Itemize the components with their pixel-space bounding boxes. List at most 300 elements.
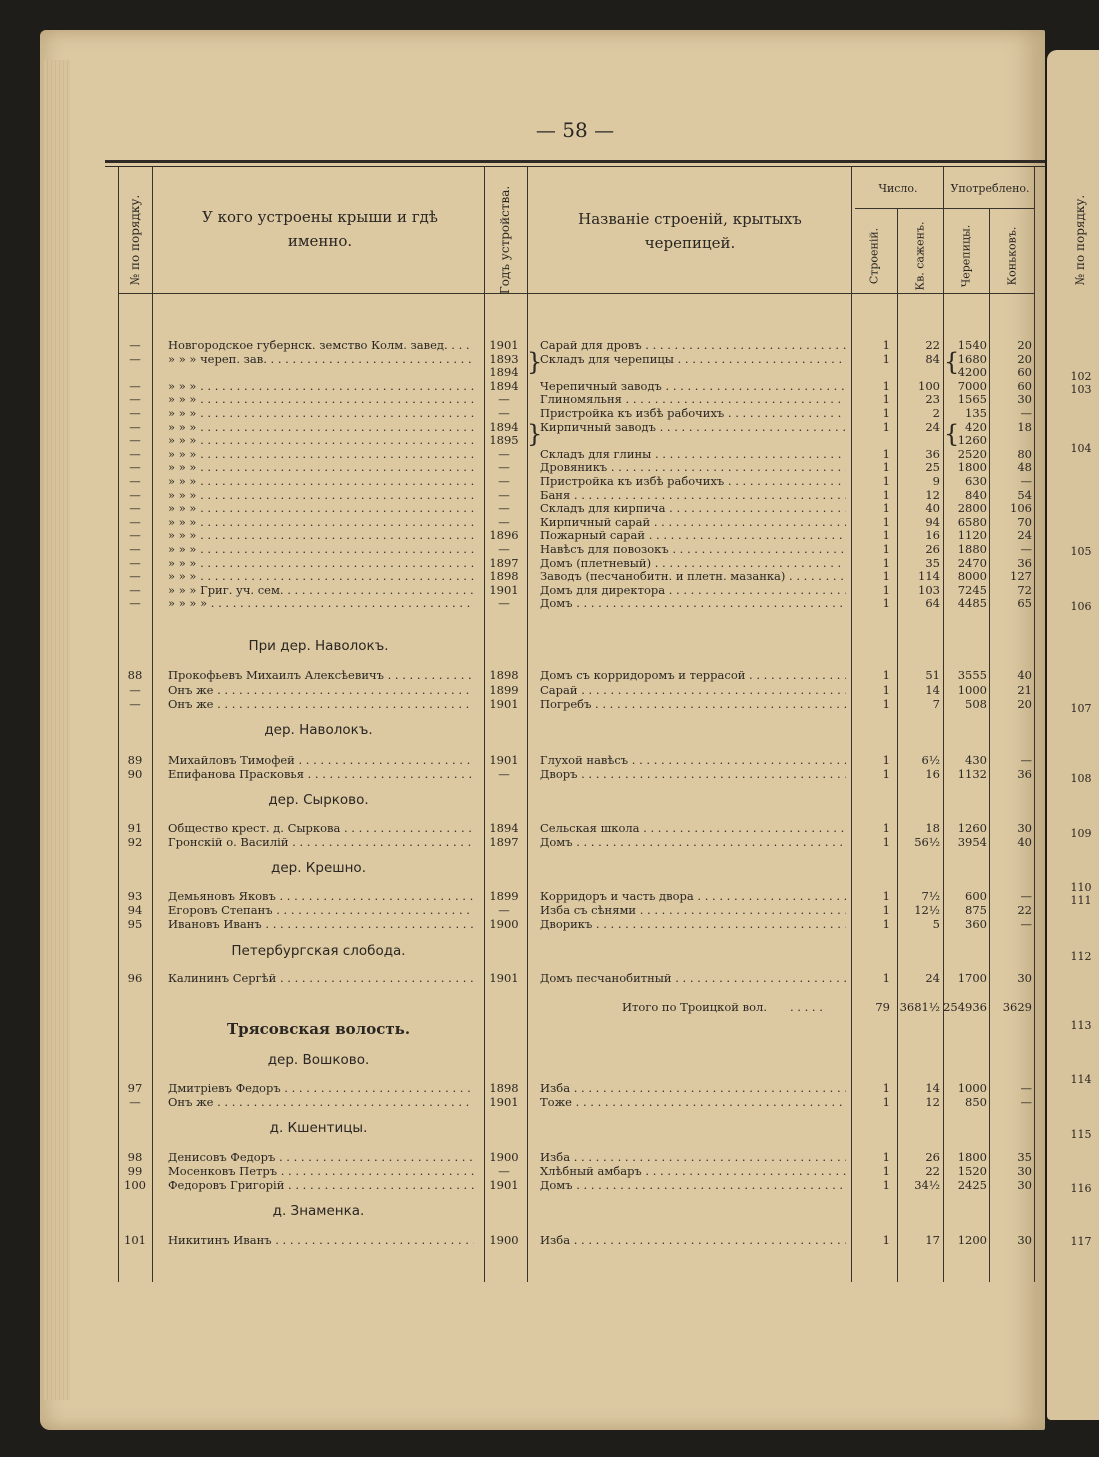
cell-sq: 17 bbox=[925, 1233, 940, 1247]
next-page-row-number: 109 bbox=[1070, 827, 1092, 840]
cell-no: 97 bbox=[127, 1081, 143, 1095]
cell-count: 1 bbox=[882, 971, 890, 985]
cell-tiles: 135 bbox=[965, 406, 987, 420]
col-line bbox=[943, 167, 944, 1282]
cell-no: — bbox=[129, 487, 141, 502]
cell-ridge: — bbox=[1020, 753, 1032, 767]
cell-ridge: 20 bbox=[1017, 351, 1032, 366]
cell-building: Домъ песчанобитный . . . bbox=[540, 971, 846, 985]
cell-count: 1 bbox=[882, 555, 890, 570]
cell-tiles: 7245 bbox=[957, 582, 987, 597]
cell-who: Гронскій о. Василій . . . bbox=[168, 835, 474, 849]
table-row bbox=[0, 821, 1099, 835]
cell-sq: 36 bbox=[925, 446, 940, 461]
next-page-row-number: 112 bbox=[1070, 950, 1092, 963]
cell-year: 1900 bbox=[489, 1233, 519, 1247]
table-row bbox=[0, 365, 1099, 379]
cell-count: 1 bbox=[882, 753, 890, 767]
cell-building: Пристройка къ избѣ рабочихъ . . . bbox=[540, 406, 846, 420]
cell-year: — bbox=[498, 392, 510, 407]
cell-sq: 114 bbox=[918, 569, 940, 584]
cell-year: 1901 bbox=[489, 971, 519, 985]
cell-ridge: 20 bbox=[1017, 697, 1032, 711]
cell-no: 91 bbox=[127, 821, 143, 835]
cell-building: Пожарный сарай . . . bbox=[540, 528, 846, 542]
section-title: д. Кшентицы. bbox=[269, 1120, 368, 1136]
header-col-who: У кого устроены крыши и гдѣ именно. bbox=[202, 208, 438, 250]
cell-no: 89 bbox=[127, 753, 143, 767]
cell-no: 95 bbox=[127, 917, 143, 931]
cell-ridge: — bbox=[1020, 889, 1032, 903]
cell-count: 1 bbox=[882, 378, 890, 393]
cell-building: Изба . . . bbox=[540, 1150, 846, 1164]
cell-no: 99 bbox=[127, 1164, 143, 1178]
cell-count: 1 bbox=[882, 1081, 890, 1095]
cell-tiles: 2470 bbox=[957, 555, 987, 570]
header-col-sq: Кв. саженъ. bbox=[913, 221, 927, 291]
cell-who: Никитинъ Иванъ . . . bbox=[168, 1233, 474, 1247]
cell-ridge: — bbox=[1020, 1095, 1032, 1109]
cell-building: Складъ для кирпича . . . bbox=[540, 501, 846, 515]
table-row bbox=[0, 889, 1099, 903]
cell-year: 1900 bbox=[489, 1150, 519, 1164]
cell-building: Сельская школа . . . bbox=[540, 821, 846, 835]
cell-sq: 25 bbox=[925, 460, 940, 475]
cell-who: Демьяновъ Яковъ . . . bbox=[168, 889, 474, 903]
next-page-row-number: 102 bbox=[1070, 370, 1092, 383]
cell-who: Епифанова Прасковья . . . bbox=[168, 767, 474, 781]
table-row bbox=[0, 971, 1099, 985]
cell-no: — bbox=[129, 514, 141, 529]
cell-building: Складъ для черепицы . . . bbox=[540, 352, 846, 366]
cell-tiles: 1000 bbox=[957, 683, 987, 697]
cell-building: Домъ (плетневый) . . . bbox=[540, 556, 846, 570]
cell-building: Домъ для директора . . . bbox=[540, 583, 846, 597]
cell-no: 96 bbox=[127, 971, 143, 985]
cell-no: 94 bbox=[127, 903, 143, 917]
cell-year: 1896 bbox=[489, 528, 519, 543]
cell-ridge: — bbox=[1020, 1081, 1032, 1095]
cell-ridge: — bbox=[1020, 406, 1032, 420]
table-row bbox=[0, 1178, 1099, 1192]
header-col-no: № по порядку. bbox=[128, 194, 142, 286]
cell-year: 1899 bbox=[489, 889, 519, 903]
total-dots: . . . . . bbox=[790, 1000, 823, 1014]
cell-sq: 7 bbox=[932, 697, 940, 711]
table-row bbox=[0, 835, 1099, 849]
total-ridge: 3629 bbox=[1002, 1000, 1032, 1014]
cell-year: — bbox=[498, 1164, 510, 1178]
cell-no: 93 bbox=[127, 889, 143, 903]
cell-building: Глиномяльня . . . bbox=[540, 392, 846, 406]
cell-building: Хлѣбный амбаръ . . . bbox=[540, 1164, 846, 1178]
cell-ridge: 22 bbox=[1017, 903, 1032, 917]
cell-ridge: 30 bbox=[1017, 971, 1032, 985]
volost-title: Трясовская волость. bbox=[226, 1020, 411, 1038]
cell-count: 1 bbox=[882, 419, 890, 434]
cell-ridge: 24 bbox=[1017, 528, 1032, 543]
cell-sq: 64 bbox=[925, 596, 940, 611]
cell-year: 1894 bbox=[489, 365, 519, 380]
next-page-row-number: 104 bbox=[1070, 442, 1092, 455]
cell-ridge: 30 bbox=[1017, 392, 1032, 407]
table-row bbox=[0, 488, 1099, 502]
cell-who: » » » . . . bbox=[168, 460, 474, 474]
cell-year: — bbox=[498, 501, 510, 516]
cell-no: — bbox=[129, 528, 141, 543]
table-row bbox=[0, 1081, 1099, 1095]
top-rule bbox=[105, 160, 1045, 163]
cell-count: 1 bbox=[882, 528, 890, 543]
cell-who: » » » . . . bbox=[168, 515, 474, 529]
cell-tiles: 1260 bbox=[957, 821, 987, 835]
cell-building: Дворикъ . . . bbox=[540, 917, 846, 931]
cell-year: — bbox=[498, 542, 510, 556]
brace-tiles: { bbox=[944, 420, 960, 448]
cell-tiles: 850 bbox=[965, 1095, 987, 1109]
cell-tiles: 1540 bbox=[957, 338, 987, 352]
cell-who: » » » Григ. уч. сем. . . . bbox=[168, 583, 474, 597]
cell-tiles: 1800 bbox=[957, 1150, 987, 1164]
cell-tiles: 840 bbox=[965, 487, 987, 502]
cell-year: — bbox=[498, 596, 510, 611]
cell-ridge: 35 bbox=[1017, 1150, 1032, 1164]
cell-sq: 14 bbox=[925, 683, 940, 697]
cell-tiles: 1260 bbox=[957, 433, 987, 448]
table-row bbox=[0, 515, 1099, 529]
cell-count: 1 bbox=[882, 446, 890, 461]
cell-no: 88 bbox=[127, 668, 143, 682]
header-group-count: Число. bbox=[878, 182, 918, 195]
cell-tiles: 600 bbox=[965, 889, 987, 903]
cell-count: 1 bbox=[882, 1178, 890, 1192]
cell-building: Домъ . . . bbox=[540, 835, 846, 849]
next-page-row-number: 114 bbox=[1070, 1073, 1092, 1086]
cell-tiles: 1565 bbox=[957, 392, 987, 407]
cell-count: 1 bbox=[882, 767, 890, 781]
table-row bbox=[0, 501, 1099, 515]
cell-year: — bbox=[498, 767, 510, 781]
cell-sq: 12 bbox=[925, 487, 940, 502]
cell-tiles: 7000 bbox=[957, 378, 987, 393]
cell-ridge: — bbox=[1020, 542, 1032, 556]
cell-building: Пристройка къ избѣ рабочихъ . . . bbox=[540, 474, 846, 488]
cell-sq: 16 bbox=[925, 528, 940, 543]
cell-no: — bbox=[129, 1095, 141, 1109]
cell-sq: 22 bbox=[925, 338, 940, 352]
next-page-row-number: 106 bbox=[1070, 600, 1092, 613]
table-row bbox=[0, 379, 1099, 393]
cell-year: 1897 bbox=[489, 555, 519, 570]
cell-count: 1 bbox=[882, 835, 890, 849]
cell-year: 1901 bbox=[489, 753, 519, 767]
cell-tiles: 4485 bbox=[957, 596, 987, 611]
cell-no: — bbox=[129, 419, 141, 434]
cell-building: Сарай для дровъ . . . bbox=[540, 338, 846, 352]
cell-tiles: 2425 bbox=[957, 1178, 987, 1192]
section-title: Петербургская слобода. bbox=[231, 943, 406, 959]
cell-count: 1 bbox=[882, 917, 890, 931]
cell-count: 1 bbox=[882, 487, 890, 502]
cell-who: » » » . . . bbox=[168, 447, 474, 461]
cell-tiles: 360 bbox=[965, 917, 987, 931]
cell-sq: 34½ bbox=[914, 1178, 940, 1192]
cell-sq: 7½ bbox=[921, 889, 940, 903]
table-row bbox=[0, 542, 1099, 556]
header-col-building: Названіе строеній, крытыхъ черепицей. bbox=[578, 210, 802, 252]
cell-no: — bbox=[129, 683, 141, 697]
cell-ridge: 36 bbox=[1017, 767, 1032, 781]
table-row bbox=[0, 406, 1099, 420]
cell-who: Общество крест. д. Сыркова . . . bbox=[168, 821, 474, 835]
cell-building: Сарай . . . bbox=[540, 683, 846, 697]
cell-who: Михайловъ Тимофей . . . bbox=[168, 753, 474, 767]
total-count: 79 bbox=[875, 1000, 890, 1014]
col-line bbox=[118, 167, 119, 1282]
cell-tiles: 1800 bbox=[957, 460, 987, 475]
cell-ridge: 60 bbox=[1017, 365, 1032, 380]
table-row bbox=[0, 683, 1099, 697]
brace-left: } bbox=[527, 420, 543, 448]
cell-tiles: 1680 bbox=[957, 351, 987, 366]
cell-no: — bbox=[129, 596, 141, 611]
cell-ridge: 127 bbox=[1010, 569, 1032, 584]
cell-sq: 2 bbox=[932, 406, 940, 420]
cell-sq: 51 bbox=[925, 668, 940, 682]
col-line bbox=[851, 167, 852, 1282]
cell-tiles: 420 bbox=[965, 419, 987, 434]
table-row bbox=[0, 460, 1099, 474]
cell-no: — bbox=[129, 474, 141, 488]
cell-who: Ивановъ Иванъ . . . bbox=[168, 917, 474, 931]
cell-ridge: — bbox=[1020, 917, 1032, 931]
cell-year: 1894 bbox=[489, 378, 519, 393]
cell-who: » » » . . . bbox=[168, 420, 474, 434]
cell-ridge: 60 bbox=[1017, 378, 1032, 393]
cell-count: 1 bbox=[882, 1233, 890, 1247]
table-row bbox=[0, 583, 1099, 597]
cell-sq: 100 bbox=[918, 378, 940, 393]
cell-tiles: 2800 bbox=[957, 501, 987, 516]
cell-sq: 40 bbox=[925, 501, 940, 516]
page-edge bbox=[44, 60, 70, 1400]
brace-left: } bbox=[527, 348, 543, 376]
cell-no: 98 bbox=[127, 1150, 143, 1164]
cell-tiles: 3555 bbox=[957, 668, 987, 682]
cell-year: — bbox=[498, 514, 510, 529]
cell-sq: 24 bbox=[925, 419, 940, 434]
cell-year: — bbox=[498, 406, 510, 420]
next-page-header: № по порядку. bbox=[1073, 194, 1087, 286]
cell-who: Мосенковъ Петръ . . . bbox=[168, 1164, 474, 1178]
cell-sq: 22 bbox=[925, 1164, 940, 1178]
cell-year: 1894 bbox=[489, 821, 519, 835]
cell-tiles: 6580 bbox=[957, 514, 987, 529]
cell-building: Домъ . . . bbox=[540, 596, 846, 610]
cell-sq: 18 bbox=[925, 821, 940, 835]
cell-who: Егоровъ Степанъ . . . bbox=[168, 903, 474, 917]
cell-sq: 103 bbox=[918, 582, 940, 597]
cell-tiles: 430 bbox=[965, 753, 987, 767]
section-title: При дер. Наволокъ. bbox=[248, 638, 389, 654]
table-row bbox=[0, 903, 1099, 917]
next-page-row-number: 103 bbox=[1070, 383, 1092, 396]
cell-tiles: 8000 bbox=[957, 569, 987, 584]
header-col-ridge: Коньковъ. bbox=[1005, 226, 1019, 286]
cell-sq: 56½ bbox=[914, 835, 940, 849]
next-page-row-number: 116 bbox=[1070, 1182, 1092, 1195]
cell-tiles: 508 bbox=[965, 697, 987, 711]
cell-count: 1 bbox=[882, 821, 890, 835]
cell-ridge: 30 bbox=[1017, 1164, 1032, 1178]
cell-ridge: — bbox=[1020, 474, 1032, 488]
top-rule-thin bbox=[105, 166, 1045, 167]
cell-building: Глухой навѣсъ . . . bbox=[540, 753, 846, 767]
cell-tiles: 1880 bbox=[957, 542, 987, 556]
cell-ridge: 18 bbox=[1017, 419, 1032, 434]
cell-building: Домъ съ корридоромъ и террасой . . . bbox=[540, 668, 846, 682]
table-row bbox=[0, 528, 1099, 542]
cell-year: 1898 bbox=[489, 668, 519, 682]
cell-sq: 24 bbox=[925, 971, 940, 985]
cell-building: Погребъ . . . bbox=[540, 697, 846, 711]
cell-no: — bbox=[129, 351, 141, 366]
cell-who: Калининъ Сергѣй . . . bbox=[168, 971, 474, 985]
cell-sq: 14 bbox=[925, 1081, 940, 1095]
cell-count: 1 bbox=[882, 1164, 890, 1178]
cell-count: 1 bbox=[882, 501, 890, 516]
cell-year: 1898 bbox=[489, 1081, 519, 1095]
cell-tiles: 2520 bbox=[957, 446, 987, 461]
table-row bbox=[0, 596, 1099, 610]
cell-who: » » » . . . bbox=[168, 542, 474, 556]
table-row bbox=[0, 447, 1099, 461]
cell-ridge: 30 bbox=[1017, 1178, 1032, 1192]
cell-ridge: 40 bbox=[1017, 668, 1032, 682]
col-line bbox=[1034, 167, 1035, 1282]
table-row bbox=[0, 753, 1099, 767]
total-label: Итого по Троицкой вол. bbox=[622, 1000, 767, 1014]
cell-count: 1 bbox=[882, 474, 890, 488]
table-row bbox=[0, 1164, 1099, 1178]
cell-ridge: 72 bbox=[1017, 582, 1032, 597]
cell-who: » » » . . . bbox=[168, 406, 474, 420]
header-col-buildings: Строеній. bbox=[867, 227, 881, 285]
cell-sq: 23 bbox=[925, 392, 940, 407]
cell-building: Заводъ (песчанобитн. и плетн. мазанка) . . . bbox=[540, 569, 846, 583]
cell-year: — bbox=[498, 903, 510, 917]
cell-ridge: 65 bbox=[1017, 596, 1032, 611]
table-row bbox=[0, 556, 1099, 570]
cell-ridge: 30 bbox=[1017, 1233, 1032, 1247]
table-row bbox=[0, 569, 1099, 583]
cell-count: 1 bbox=[882, 338, 890, 352]
cell-year: 1901 bbox=[489, 582, 519, 597]
cell-sq: 84 bbox=[925, 351, 940, 366]
section-title: дер. Наволокъ. bbox=[264, 722, 373, 738]
cell-no: — bbox=[129, 392, 141, 407]
cell-tiles: 1700 bbox=[957, 971, 987, 985]
cell-count: 1 bbox=[882, 542, 890, 556]
section-title: дер. Крешно. bbox=[271, 860, 366, 876]
cell-building: Складъ для глины . . . bbox=[540, 447, 846, 461]
cell-who: » » » . . . bbox=[168, 392, 474, 406]
cell-tiles: 1200 bbox=[957, 1233, 987, 1247]
cell-no: 92 bbox=[127, 835, 143, 849]
col-line bbox=[527, 167, 528, 1282]
header-col-year: Годъ устройства. bbox=[498, 185, 512, 295]
cell-sq: 12 bbox=[925, 1095, 940, 1109]
cell-count: 1 bbox=[882, 683, 890, 697]
cell-who: Онъ же . . . bbox=[168, 683, 474, 697]
cell-count: 1 bbox=[882, 903, 890, 917]
cell-ridge: 106 bbox=[1010, 501, 1032, 516]
cell-tiles: 3954 bbox=[957, 835, 987, 849]
cell-building: Домъ . . . bbox=[540, 1178, 846, 1192]
cell-no: — bbox=[129, 433, 141, 448]
next-page-row-number: 115 bbox=[1070, 1128, 1092, 1141]
cell-year: 1901 bbox=[489, 1178, 519, 1192]
cell-building: Дровяникъ . . . bbox=[540, 460, 846, 474]
section-title: д. Знаменка. bbox=[272, 1203, 365, 1219]
cell-who: Новгородское губернск. земство Колм. завед. . . . bbox=[168, 338, 474, 352]
next-page-row-number: 113 bbox=[1070, 1019, 1092, 1032]
cell-building: Изба . . . bbox=[540, 1081, 846, 1095]
cell-who: » » » . . . bbox=[168, 379, 474, 393]
cell-count: 1 bbox=[882, 569, 890, 584]
cell-building: Изба . . . bbox=[540, 1233, 846, 1247]
cell-no: — bbox=[129, 697, 141, 711]
cell-year: 1901 bbox=[489, 1095, 519, 1109]
cell-no: — bbox=[129, 569, 141, 584]
cell-year: 1897 bbox=[489, 835, 519, 849]
header-col-tiles: Черепицы. bbox=[959, 224, 973, 288]
cell-no: — bbox=[129, 582, 141, 597]
cell-building: Корридоръ и часть двора . . . bbox=[540, 889, 846, 903]
cell-sq: 26 bbox=[925, 1150, 940, 1164]
cell-count: 1 bbox=[882, 582, 890, 597]
cell-who: » » » . . . bbox=[168, 474, 474, 488]
cell-tiles: 630 bbox=[965, 474, 987, 488]
cell-who: » » » . . . bbox=[168, 501, 474, 515]
cell-ridge: 48 bbox=[1017, 460, 1032, 475]
next-page-row-number: 105 bbox=[1070, 545, 1092, 558]
cell-who: » » » . . . bbox=[168, 556, 474, 570]
cell-year: 1901 bbox=[489, 338, 519, 352]
cell-sq: 6½ bbox=[921, 753, 940, 767]
cell-no: 101 bbox=[124, 1233, 146, 1247]
cell-who: » » » » . . . bbox=[168, 596, 474, 610]
cell-who: Дмитріевъ Федоръ . . . bbox=[168, 1081, 474, 1095]
table-row bbox=[0, 668, 1099, 682]
table-row bbox=[0, 474, 1099, 488]
cell-who: Денисовъ Федоръ . . . bbox=[168, 1150, 474, 1164]
cell-count: 1 bbox=[882, 460, 890, 475]
cell-count: 1 bbox=[882, 406, 890, 420]
cell-no: — bbox=[129, 555, 141, 570]
cell-count: 1 bbox=[882, 392, 890, 407]
total-sq: 3681½ bbox=[899, 1000, 940, 1014]
table-row bbox=[0, 352, 1099, 366]
cell-year: 1893 bbox=[489, 351, 519, 366]
cell-sq: 5 bbox=[932, 917, 940, 931]
cell-sq: 16 bbox=[925, 767, 940, 781]
cell-ridge: 36 bbox=[1017, 555, 1032, 570]
cell-sq: 26 bbox=[925, 542, 940, 556]
cell-year: 1899 bbox=[489, 683, 519, 697]
cell-ridge: 21 bbox=[1017, 683, 1032, 697]
cell-count: 1 bbox=[882, 351, 890, 366]
